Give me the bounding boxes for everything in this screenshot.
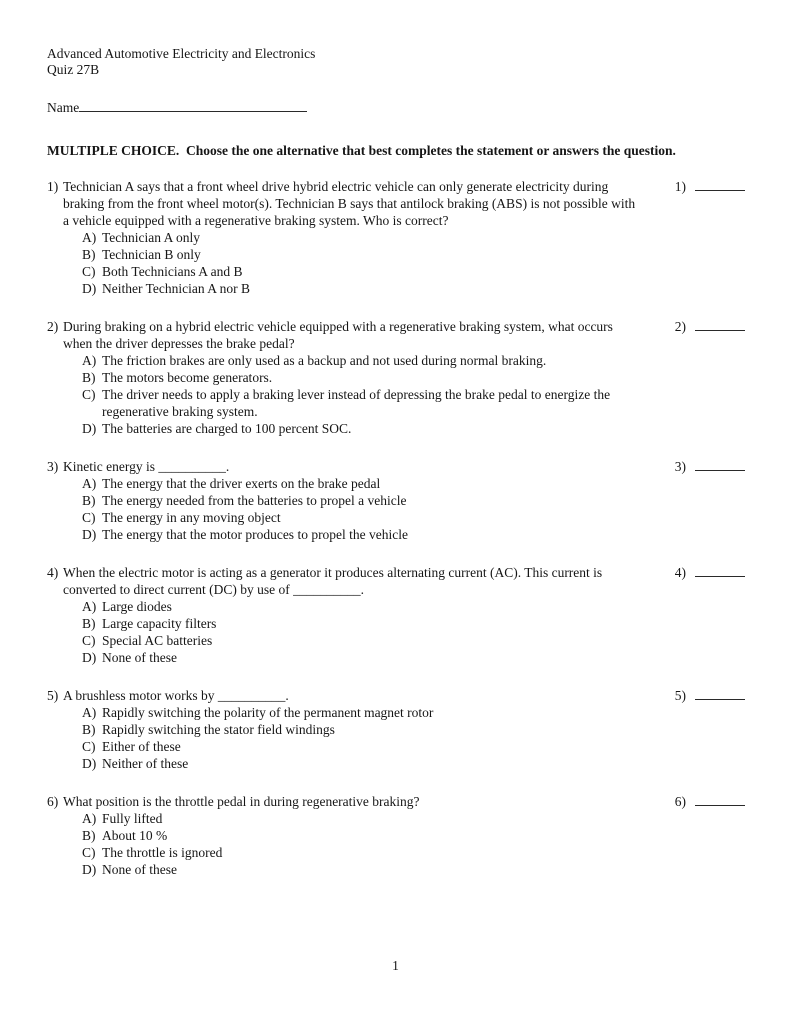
choice-b — [82, 827, 641, 844]
answer-number: 3) — [674, 459, 686, 474]
choice-text: Large diodes — [102, 599, 172, 614]
question-number: 1) — [47, 179, 59, 194]
choice-list — [82, 810, 641, 878]
choice-a — [82, 704, 641, 721]
choice-b — [82, 615, 641, 632]
choice-list — [82, 598, 641, 666]
choice-label: D) — [82, 527, 97, 542]
answer-number: 1) — [674, 179, 686, 194]
question-body — [63, 793, 657, 878]
question-3-main — [47, 458, 657, 543]
choice-c — [82, 509, 641, 526]
answer-number: 6) — [674, 794, 686, 809]
choice-label: C) — [82, 739, 96, 754]
choice-label: A) — [82, 476, 97, 491]
choice-d — [82, 649, 641, 666]
choice-c — [82, 386, 641, 420]
choice-text: Large capacity filters — [102, 616, 217, 631]
question-text: Technician A says that a front wheel drive hybrid electric vehicle can only generate electricity during braking from the front wheel motor(s). Technician B says that antilock braking (ABS) is not possible with a vehicle equipped with a regenerative braking system. Who is correct? — [63, 179, 636, 228]
choice-label: D) — [82, 421, 97, 436]
choice-a — [82, 475, 641, 492]
document-title: Advanced Automotive Electricity and Electronics — [47, 46, 316, 61]
question-body — [63, 687, 657, 772]
choice-text: Rapidly switching the polarity of the permanent magnet rotor — [102, 705, 434, 720]
choice-d — [82, 755, 641, 772]
question-text: Kinetic energy is __________. — [63, 459, 230, 474]
choice-text: Special AC batteries — [102, 633, 213, 648]
choice-label: C) — [82, 633, 96, 648]
choice-label: A) — [82, 599, 97, 614]
name-row — [47, 98, 745, 116]
answer-area — [657, 458, 745, 543]
answer-number: 4) — [674, 565, 686, 580]
choice-label: D) — [82, 862, 97, 877]
choice-label: C) — [82, 264, 96, 279]
choice-text: Neither Technician A nor B — [102, 281, 251, 296]
answer-area — [657, 793, 745, 878]
choice-label: A) — [82, 353, 97, 368]
answer-blank-line — [695, 458, 745, 471]
question-text: When the electric motor is acting as a generator it produces alternating current (AC). This current is converted to direct current (DC) by use of __________. — [63, 565, 603, 597]
choice-text: Neither of these — [102, 756, 189, 771]
question-body — [63, 564, 657, 666]
choice-list — [82, 352, 641, 437]
choice-label: B) — [82, 493, 96, 508]
choice-text: Technician A only — [102, 230, 201, 245]
question-4-main — [47, 564, 657, 666]
question-4 — [47, 564, 745, 666]
question-1-main — [47, 178, 657, 297]
question-number: 5) — [47, 688, 59, 703]
question-body — [63, 178, 657, 297]
question-6 — [47, 793, 745, 878]
choice-b — [82, 369, 641, 386]
choice-c — [82, 844, 641, 861]
question-3 — [47, 458, 745, 543]
choice-text: The energy that the driver exerts on the brake pedal — [102, 476, 381, 491]
document-header — [47, 46, 745, 78]
choice-a — [82, 598, 641, 615]
choice-list — [82, 229, 641, 297]
choice-label: C) — [82, 387, 96, 402]
question-number: 3) — [47, 459, 59, 474]
choice-d — [82, 280, 641, 297]
choice-text: Fully lifted — [102, 811, 163, 826]
question-2-main — [47, 318, 657, 437]
question-2 — [47, 318, 745, 437]
question-body — [63, 458, 657, 543]
answer-number: 5) — [674, 688, 686, 703]
question-text: A brushless motor works by __________. — [63, 688, 289, 703]
answer-area — [657, 564, 745, 666]
choice-text: The energy in any moving object — [102, 510, 281, 525]
choice-label: C) — [82, 510, 96, 525]
question-list — [47, 178, 745, 878]
choice-text: Both Technicians A and B — [102, 264, 243, 279]
choice-text: The throttle is ignored — [102, 845, 223, 860]
choice-label: A) — [82, 230, 97, 245]
choice-label: A) — [82, 705, 97, 720]
choice-label: D) — [82, 756, 97, 771]
quiz-number: Quiz 27B — [47, 62, 100, 77]
answer-blank-line — [695, 318, 745, 331]
choice-c — [82, 632, 641, 649]
choice-b — [82, 721, 641, 738]
choice-b — [82, 246, 641, 263]
choice-text: The energy needed from the batteries to propel a vehicle — [102, 493, 407, 508]
choice-text: The batteries are charged to 100 percent SOC. — [102, 421, 352, 436]
question-number: 6) — [47, 794, 59, 809]
choice-b — [82, 492, 641, 509]
instruction-text: MULTIPLE CHOICE. Choose the one alternative that best completes the statement or answers the question. — [47, 143, 676, 158]
answer-blank-line — [695, 564, 745, 577]
choice-label: C) — [82, 845, 96, 860]
choice-a — [82, 352, 641, 369]
question-text: What position is the throttle pedal in during regenerative braking? — [63, 794, 420, 809]
choice-label: B) — [82, 722, 96, 737]
choice-c — [82, 263, 641, 280]
answer-area — [657, 687, 745, 772]
choice-a — [82, 810, 641, 827]
choice-text: About 10 % — [102, 828, 168, 843]
choice-d — [82, 861, 641, 878]
name-label: Name — [47, 100, 80, 115]
choice-text: None of these — [102, 862, 177, 877]
question-number: 2) — [47, 319, 59, 334]
choice-list — [82, 475, 641, 543]
question-5 — [47, 687, 745, 772]
answer-area — [657, 318, 745, 437]
question-5-main — [47, 687, 657, 772]
choice-text: Either of these — [102, 739, 181, 754]
answer-blank-line — [695, 687, 745, 700]
choice-label: D) — [82, 650, 97, 665]
choice-text: The motors become generators. — [102, 370, 273, 385]
choice-list — [82, 704, 641, 772]
answer-blank-line — [695, 178, 745, 191]
answer-area — [657, 178, 745, 297]
question-body — [63, 318, 657, 437]
choice-label: D) — [82, 281, 97, 296]
choice-text: Technician B only — [102, 247, 201, 262]
choice-text: Rapidly switching the stator field windings — [102, 722, 335, 737]
answer-blank-line — [695, 793, 745, 806]
choice-c — [82, 738, 641, 755]
choice-label: B) — [82, 828, 96, 843]
choice-d — [82, 420, 641, 437]
choice-d — [82, 526, 641, 543]
answer-number: 2) — [674, 319, 686, 334]
choice-a — [82, 229, 641, 246]
name-blank-line — [79, 98, 307, 112]
question-number: 4) — [47, 565, 59, 580]
choice-label: A) — [82, 811, 97, 826]
choice-label: B) — [82, 370, 96, 385]
choice-text: None of these — [102, 650, 177, 665]
question-text: During braking on a hybrid electric vehicle equipped with a regenerative braking system, what occurs when the driver depresses the brake pedal? — [63, 319, 613, 351]
question-1 — [47, 178, 745, 297]
choice-text: The energy that the motor produces to propel the vehicle — [102, 527, 409, 542]
question-6-main — [47, 793, 657, 878]
choice-label: B) — [82, 616, 96, 631]
choice-text: The friction brakes are only used as a backup and not used during normal braking. — [102, 353, 547, 368]
page-number: 1 — [392, 958, 399, 973]
choice-text: The driver needs to apply a braking lever instead of depressing the brake pedal to energize the regenerative braking system. — [102, 387, 611, 419]
choice-label: B) — [82, 247, 96, 262]
